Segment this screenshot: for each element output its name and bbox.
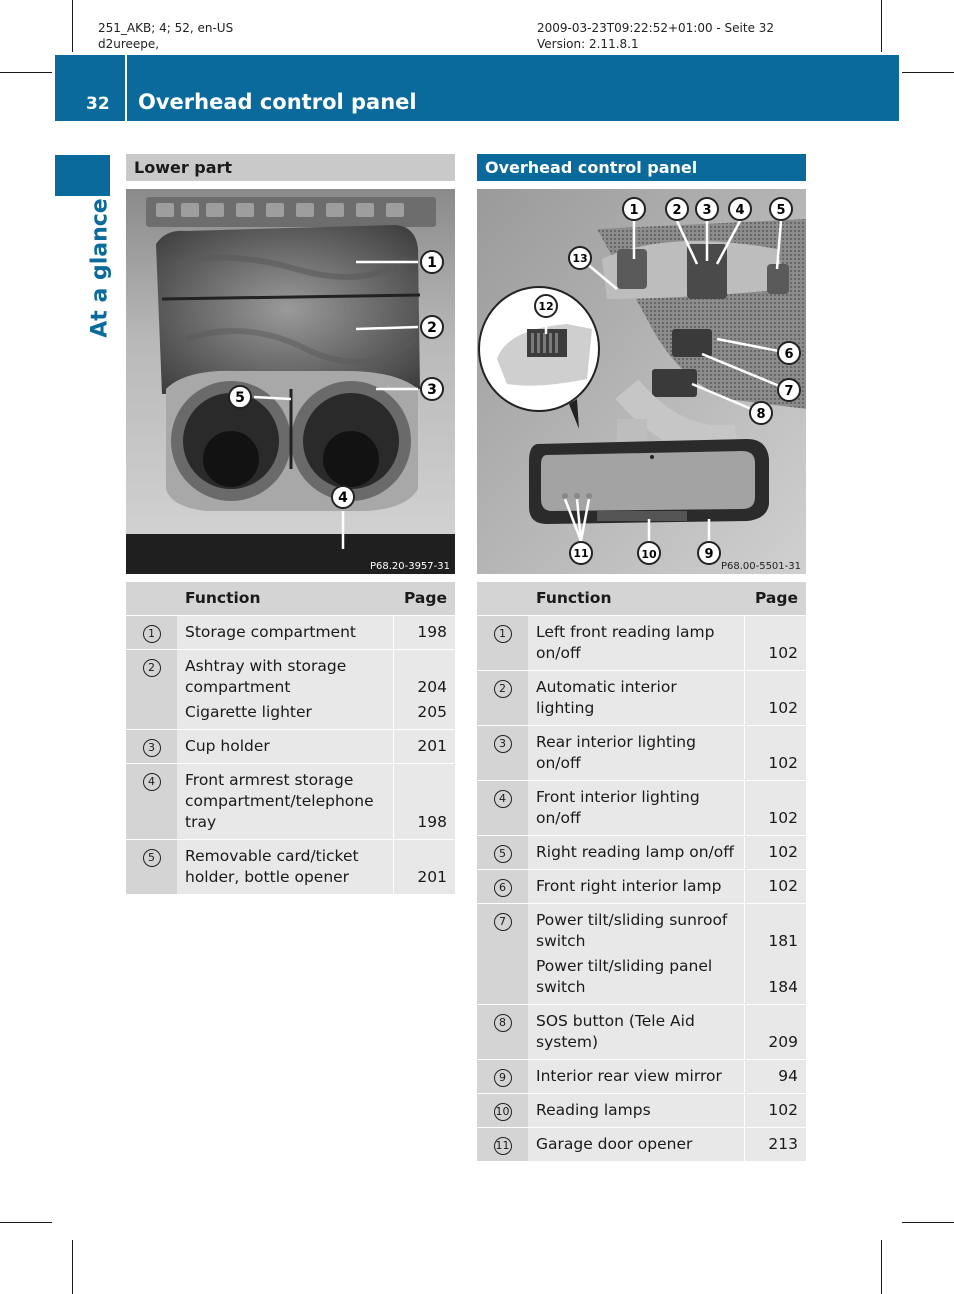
photo-callout: [535, 295, 557, 317]
page-reference-link[interactable]: 184: [768, 978, 798, 996]
page-reference-link[interactable]: 102: [768, 877, 798, 895]
page-cell: [744, 1005, 806, 1060]
row-number-cell: [477, 616, 528, 671]
crop-mark: [0, 72, 52, 73]
function-cell: [528, 1060, 744, 1094]
page-reference-link[interactable]: 205: [417, 703, 447, 721]
function-text: Left front reading lamp on/off: [536, 623, 715, 662]
print-meta-left: [98, 20, 233, 52]
photo-callout: [770, 198, 792, 220]
page-cell: [393, 730, 455, 764]
page-reference-link[interactable]: 102: [768, 1101, 798, 1119]
function-cell: [528, 671, 744, 726]
table-row: [477, 616, 806, 671]
function-cell: [177, 616, 393, 650]
crop-mark: [902, 1222, 954, 1223]
overhead-control-panel-photo: [477, 189, 806, 574]
meta-line: Version: 2.11.8.1: [537, 37, 639, 51]
column-header-page: Page: [744, 582, 806, 616]
function-text: Front armrest storage compartment/telephone tray: [185, 771, 374, 831]
crop-mark: [72, 1240, 73, 1294]
callout-number-icon: 11: [494, 1137, 512, 1155]
photo-callout: [421, 316, 443, 338]
row-number-cell: [477, 836, 528, 870]
callout-number-icon: 4: [143, 773, 161, 791]
photo-callout: [623, 198, 645, 220]
photo-callout: [570, 542, 592, 564]
page-reference-link[interactable]: 102: [768, 809, 798, 827]
svg-text:3: 3: [702, 203, 712, 218]
photo-callout: [750, 402, 772, 424]
photo-callout: [698, 542, 720, 564]
svg-text:5: 5: [235, 390, 245, 406]
function-cell: [528, 870, 744, 904]
page-cell: [393, 840, 455, 895]
callout-number-icon: 9: [494, 1069, 512, 1087]
page-reference-link[interactable]: 198: [417, 623, 447, 641]
function-cell: [528, 1094, 744, 1128]
overhead-control-panel-function-table: [477, 582, 806, 1161]
meta-line: 251_AKB; 4; 52, en-US: [98, 21, 234, 35]
function-text: Power tilt/sliding sunroof switch: [536, 911, 728, 950]
table-row: [126, 616, 455, 650]
page-reference-link[interactable]: 102: [768, 644, 798, 662]
crop-mark: [881, 1240, 882, 1294]
table-row: [477, 904, 806, 1005]
function-text: SOS button (Tele Aid system): [536, 1012, 695, 1051]
table-row: [477, 671, 806, 726]
meta-line: 2009-03-23T09:22:52+01:00 - Seite 32: [537, 21, 775, 35]
function-text: Garage door opener: [536, 1135, 693, 1153]
photo-callout: [638, 542, 660, 564]
function-text: Reading lamps: [536, 1101, 651, 1119]
crop-mark: [902, 72, 954, 73]
row-number-cell: [477, 781, 528, 836]
svg-text:8: 8: [756, 407, 766, 422]
page-cell: [744, 904, 806, 1005]
header-divider: [125, 55, 127, 121]
function-cell: [528, 781, 744, 836]
chapter-tab: [55, 155, 110, 196]
callout-number-icon: 6: [494, 879, 512, 897]
callout-number-icon: 8: [494, 1014, 512, 1032]
page-reference-link[interactable]: 94: [778, 1067, 798, 1085]
print-meta-right: [537, 20, 774, 52]
function-text: Cigarette lighter: [185, 703, 312, 721]
svg-text:2: 2: [672, 203, 682, 218]
page-reference-link[interactable]: 209: [768, 1033, 798, 1051]
photo-callout: [229, 386, 251, 408]
function-cell: [528, 1128, 744, 1162]
page-cell: [744, 1128, 806, 1162]
svg-text:11: 11: [573, 547, 589, 560]
row-number-cell: [477, 1060, 528, 1094]
callout-number-icon: 1: [143, 625, 161, 643]
table-row: [477, 1128, 806, 1162]
page-reference-link[interactable]: 213: [768, 1135, 798, 1153]
table-row: [126, 650, 455, 730]
svg-text:1: 1: [427, 255, 437, 271]
svg-text:13: 13: [572, 252, 588, 265]
page-reference-link[interactable]: 198: [417, 813, 447, 831]
page-cell: [744, 726, 806, 781]
lower-part-function-table: [126, 582, 455, 894]
row-number-cell: [477, 870, 528, 904]
page-cell: [393, 650, 455, 730]
crop-mark: [881, 0, 882, 52]
svg-text:7: 7: [784, 384, 794, 399]
svg-text:12: 12: [538, 300, 554, 313]
function-cell: [528, 726, 744, 781]
column-header-function: Function: [177, 582, 393, 616]
page-cell: [393, 764, 455, 840]
callout-number-icon: 1: [494, 625, 512, 643]
callout-number-icon: 5: [494, 845, 512, 863]
function-text: Automatic interior lighting: [536, 678, 677, 717]
svg-text:9: 9: [704, 547, 714, 562]
photo-callout: [778, 379, 800, 401]
crop-mark: [0, 1222, 52, 1223]
callout-number-icon: 5: [143, 849, 161, 867]
callout-number-icon: 10: [494, 1103, 512, 1121]
page-cell: [744, 781, 806, 836]
callout-number-icon: 3: [143, 739, 161, 757]
function-text: Cup holder: [185, 737, 270, 755]
svg-text:2: 2: [427, 320, 437, 336]
photo-callout: [332, 486, 354, 508]
page-reference-link[interactable]: 181: [768, 932, 798, 950]
table-row: [477, 1094, 806, 1128]
function-cell: [528, 616, 744, 671]
function-cell: [177, 840, 393, 895]
function-text: Right reading lamp on/off: [536, 843, 734, 861]
photo-callout: [569, 247, 591, 269]
photo-code: P68.00-5501-31: [720, 561, 801, 572]
function-text: Storage compartment: [185, 623, 356, 641]
page-cell: [744, 671, 806, 726]
svg-text:4: 4: [735, 203, 745, 218]
page-reference-link[interactable]: 102: [768, 754, 798, 772]
function-text: Removable card/ticket holder, bottle opener: [185, 847, 359, 886]
page-cell: [744, 870, 806, 904]
row-number-cell: [477, 1094, 528, 1128]
function-text: Ashtray with storage compartment: [185, 657, 347, 696]
photo-code: P68.20-3957-31: [369, 561, 450, 572]
row-number-cell: [126, 840, 177, 895]
table-row: [477, 1005, 806, 1060]
function-cell: [528, 904, 744, 1005]
row-number-cell: [477, 671, 528, 726]
row-number-cell: [126, 730, 177, 764]
column-header-number: [477, 582, 528, 616]
photo-callout: [421, 251, 443, 273]
photo-callout: [666, 198, 688, 220]
callout-number-icon: 7: [494, 913, 512, 931]
function-cell: [177, 764, 393, 840]
table-row: [477, 781, 806, 836]
chapter-label: At a glance: [87, 198, 113, 338]
section-heading-lower-part: Lower part: [126, 154, 455, 181]
svg-text:1: 1: [629, 203, 639, 218]
table-body: [126, 616, 455, 895]
photo-callout: [696, 198, 718, 220]
page-reference-link[interactable]: 102: [768, 843, 798, 861]
callout-number-icon: 3: [494, 735, 512, 753]
page-cell: [393, 616, 455, 650]
photo-callout: [729, 198, 751, 220]
meta-line: d2ureepe,: [98, 37, 160, 51]
photo-callout: [421, 378, 443, 400]
table-body: [477, 616, 806, 1162]
svg-text:10: 10: [641, 548, 657, 561]
table-row: [477, 870, 806, 904]
page-reference-link[interactable]: 102: [768, 699, 798, 717]
row-number-cell: [477, 726, 528, 781]
page-cell: [744, 1060, 806, 1094]
table-row: [126, 764, 455, 840]
function-text: Interior rear view mirror: [536, 1067, 722, 1085]
page-reference-link[interactable]: 204: [417, 678, 447, 696]
table-row: [477, 836, 806, 870]
column-header-function: Function: [528, 582, 744, 616]
page-cell: [744, 836, 806, 870]
table-row: [126, 730, 455, 764]
function-text: Rear interior lighting on/off: [536, 733, 696, 772]
column-header-page: Page: [393, 582, 455, 616]
function-cell: [177, 730, 393, 764]
callout-number-icon: 2: [143, 659, 161, 677]
row-number-cell: [477, 904, 528, 1005]
svg-text:4: 4: [338, 490, 348, 506]
column-header-number: [126, 582, 177, 616]
page-reference-link[interactable]: 201: [417, 737, 447, 755]
function-cell: [528, 836, 744, 870]
function-text: Front interior lighting on/off: [536, 788, 700, 827]
page-cell: [744, 616, 806, 671]
page-reference-link[interactable]: 201: [417, 868, 447, 886]
function-cell: [177, 650, 393, 730]
crop-mark: [72, 0, 73, 52]
section-heading-overhead-control-panel: Overhead control panel: [477, 154, 806, 181]
function-text: Power tilt/sliding panel switch: [536, 957, 713, 996]
row-number-cell: [126, 764, 177, 840]
row-number-cell: [477, 1128, 528, 1162]
function-text: Front right interior lamp: [536, 877, 722, 895]
svg-text:5: 5: [776, 203, 786, 218]
lower-part-photo: [126, 189, 455, 574]
page-cell: [744, 1094, 806, 1128]
row-number-cell: [126, 616, 177, 650]
callout-number-icon: 4: [494, 790, 512, 808]
table-row: [477, 726, 806, 781]
function-cell: [528, 1005, 744, 1060]
table-row: [477, 1060, 806, 1094]
row-number-cell: [477, 1005, 528, 1060]
svg-text:6: 6: [784, 347, 794, 362]
page-number: 32: [86, 94, 110, 114]
callout-number-icon: 2: [494, 680, 512, 698]
row-number-cell: [126, 650, 177, 730]
photo-callout: [778, 342, 800, 364]
svg-text:3: 3: [427, 382, 437, 398]
page-title: Overhead control panel: [138, 90, 417, 114]
table-row: [126, 840, 455, 895]
